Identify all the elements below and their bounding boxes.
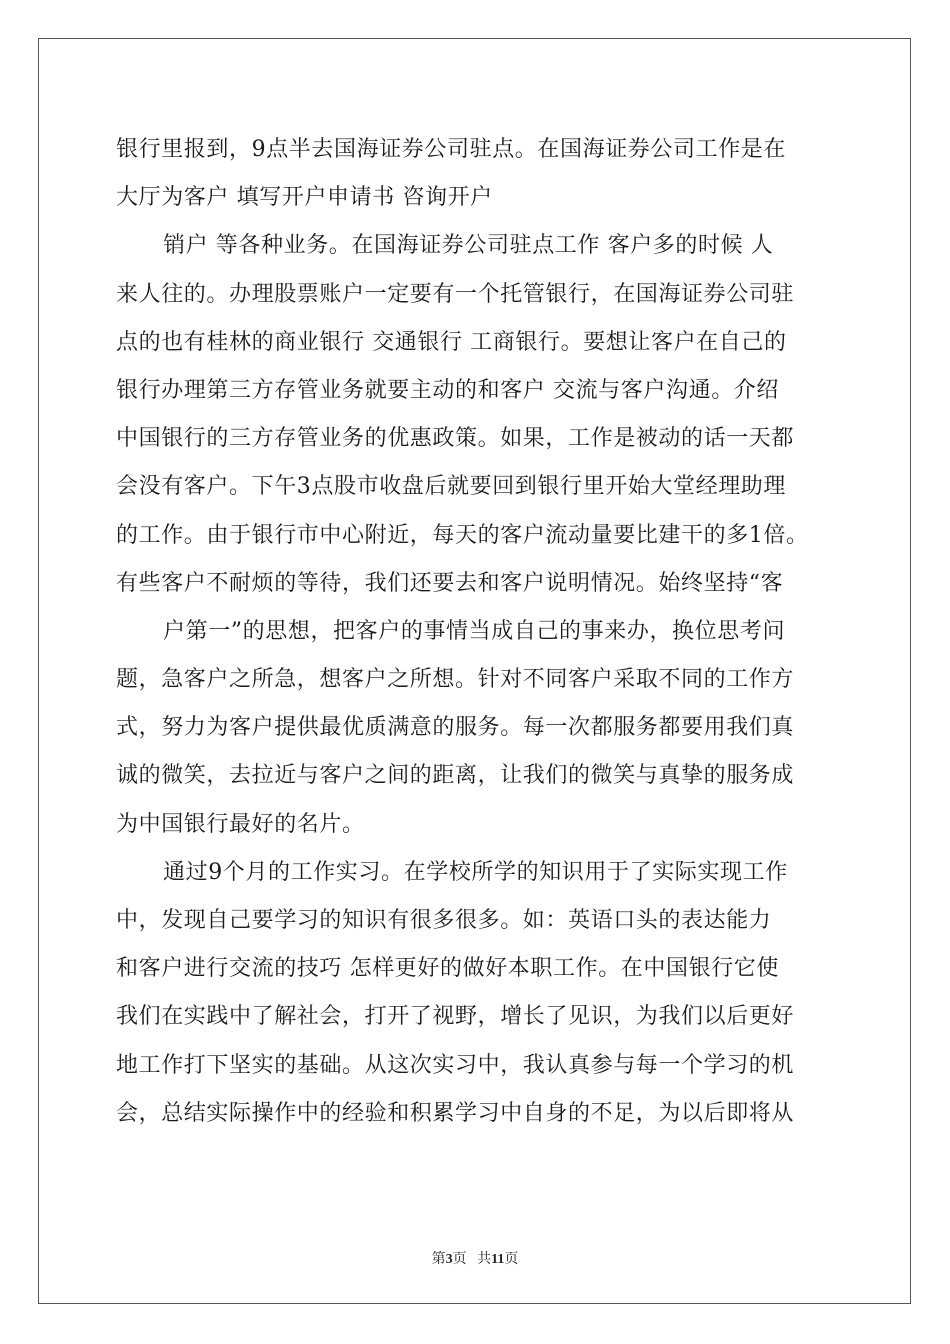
footer-total-prefix: 共 <box>477 1252 492 1267</box>
text-line: 式，努力为客户提供最优质满意的服务。每一次都服务都要用我们真 <box>116 715 795 741</box>
text-line: 银行办理第三方存管业务就要主动的和客户 交流与客户沟通。介绍 <box>116 377 779 403</box>
footer-page-suffix: 页 <box>452 1252 467 1267</box>
text-line: 销户 等各种业务。在国海证券公司驻点工作 客户多的时候 人 <box>163 233 774 259</box>
text-line: 会没有客户。下午3点股市收盘后就要回到银行里开始大堂经理助理 <box>116 474 786 500</box>
text-line: 中，发现自己要学习的知识有很多很多。如：英语口头的表达能力 <box>116 908 772 933</box>
text-line: 中国银行的三方存管业务的优惠政策。如果，工作是被动的话一天都 <box>116 426 795 452</box>
footer-prefix: 第 <box>431 1252 446 1267</box>
text-line: 银行里报到，9点半去国海证券公司驻点。在国海证券公司工作是在 <box>116 137 786 162</box>
text-line: 有些客户不耐烦的等待，我们还要去和客户说明情况。始终坚持“客 <box>116 570 784 596</box>
total-pages: 11 <box>491 1252 505 1267</box>
text-line: 会，总结实际操作中的经验和积累学习中自身的不足，为以后即将从 <box>116 1100 795 1126</box>
text-line: 诚的微笑，去拉近与客户之间的距离，让我们的微笑与真挚的服务成 <box>116 763 795 789</box>
text-line: 题，急客户之所急，想客户之所想。针对不同客户采取不同的工作方 <box>116 667 795 693</box>
page-number: 3 <box>445 1252 453 1267</box>
page-footer <box>0 1248 950 1268</box>
text-line: 地工作打下坚实的基础。从这次实习中，我认真参与每一个学习的机 <box>116 1052 795 1078</box>
document-body <box>116 126 836 1138</box>
text-line: 为中国银行最好的名片。 <box>116 811 365 837</box>
text-line: 户第一”的思想，把客户的事情当成自己的事来办，换位思考问 <box>163 618 786 644</box>
text-line: 和客户进行交流的技巧 怎样更好的做好本职工作。在中国银行它使 <box>116 956 779 982</box>
text-line: 的工作。由于银行市中心附近，每天的客户流动量要比建干的多1倍。 <box>116 522 809 548</box>
text-line: 来人往的。办理股票账户一定要有一个托管银行，在国海证券公司驻 <box>116 281 795 307</box>
text-line: 点的也有桂林的商业银行 交通银行 工商银行。要想让客户在自己的 <box>116 329 787 355</box>
text-line: 我们在实践中了解社会，打开了视野，增长了见识，为我们以后更好 <box>116 1004 795 1030</box>
footer-total-suffix: 页 <box>504 1252 519 1267</box>
text-line: 通过9个月的工作实习。在学校所学的知识用于了实际实现工作 <box>163 859 788 885</box>
text-line: 大厅为客户 填写开户申请书 咨询开户 <box>116 185 493 211</box>
